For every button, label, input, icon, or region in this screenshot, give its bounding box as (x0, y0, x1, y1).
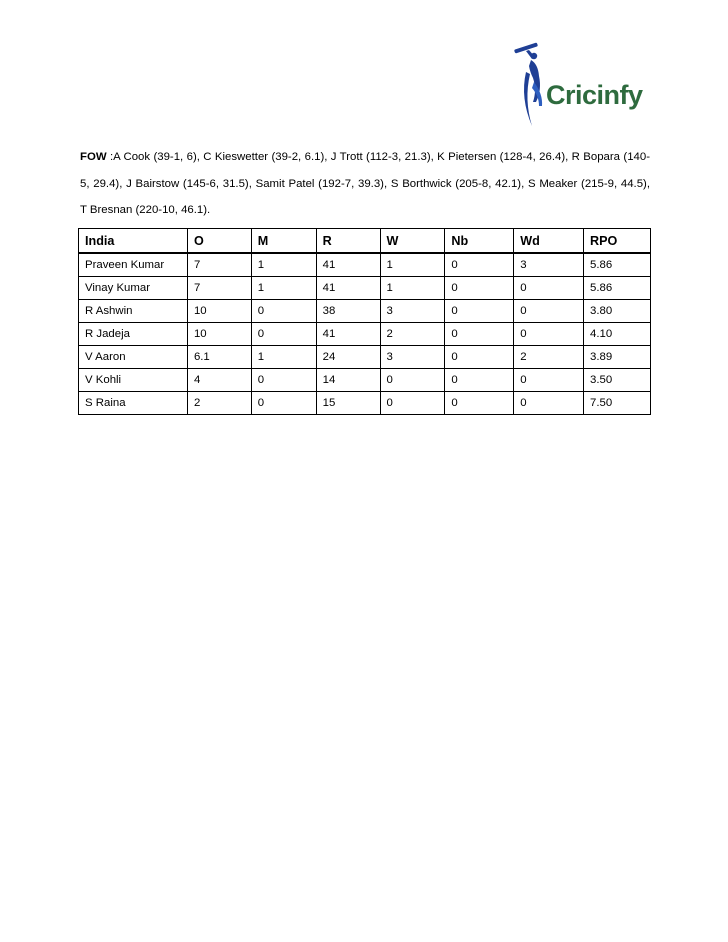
maidens-cell: 1 (251, 253, 316, 277)
runs-cell: 24 (316, 346, 380, 369)
wickets-cell: 3 (380, 300, 445, 323)
bowler-name: S Raina (79, 392, 188, 415)
wides-cell: 2 (514, 346, 584, 369)
header-runs: R (316, 229, 380, 254)
no-balls-cell: 0 (445, 300, 514, 323)
logo-text: Cricinfy (546, 80, 643, 110)
fow-label: FOW (80, 151, 107, 163)
fall-of-wickets (80, 144, 650, 224)
overs-cell: 6.1 (187, 346, 251, 369)
wides-cell: 0 (514, 323, 584, 346)
no-balls-cell: 0 (445, 323, 514, 346)
runs-cell: 41 (316, 323, 380, 346)
wides-cell: 0 (514, 277, 584, 300)
table-row (79, 346, 651, 369)
bowler-name: V Kohli (79, 369, 188, 392)
wickets-cell: 0 (380, 369, 445, 392)
header-wides: Wd (514, 229, 584, 254)
overs-cell: 2 (187, 392, 251, 415)
maidens-cell: 0 (251, 323, 316, 346)
runs-cell: 38 (316, 300, 380, 323)
header-maidens: M (251, 229, 316, 254)
rpo-cell: 3.89 (584, 346, 651, 369)
wides-cell: 0 (514, 300, 584, 323)
no-balls-cell: 0 (445, 253, 514, 277)
maidens-cell: 0 (251, 300, 316, 323)
wides-cell: 3 (514, 253, 584, 277)
runs-cell: 15 (316, 392, 380, 415)
bowler-name: Vinay Kumar (79, 277, 188, 300)
table-row (79, 392, 651, 415)
rpo-cell: 3.80 (584, 300, 651, 323)
table-row (79, 277, 651, 300)
no-balls-cell: 0 (445, 277, 514, 300)
table-header-row (79, 229, 651, 254)
no-balls-cell: 0 (445, 392, 514, 415)
wides-cell: 0 (514, 369, 584, 392)
bowler-name: V Aaron (79, 346, 188, 369)
runs-cell: 41 (316, 253, 380, 277)
bowler-name: R Ashwin (79, 300, 188, 323)
wickets-cell: 3 (380, 346, 445, 369)
overs-cell: 7 (187, 277, 251, 300)
header-rpo: RPO (584, 229, 651, 254)
maidens-cell: 0 (251, 369, 316, 392)
table-row (79, 253, 651, 277)
table-row (79, 369, 651, 392)
header-overs: O (187, 229, 251, 254)
wickets-cell: 0 (380, 392, 445, 415)
wickets-cell: 1 (380, 253, 445, 277)
bowling-table (78, 228, 651, 415)
rpo-cell: 4.10 (584, 323, 651, 346)
table-row (79, 300, 651, 323)
maidens-cell: 1 (251, 346, 316, 369)
overs-cell: 4 (187, 369, 251, 392)
rpo-cell: 7.50 (584, 392, 651, 415)
wickets-cell: 2 (380, 323, 445, 346)
rpo-cell: 5.86 (584, 253, 651, 277)
overs-cell: 10 (187, 323, 251, 346)
bowler-name: Praveen Kumar (79, 253, 188, 277)
cricinfy-logo (512, 42, 642, 128)
overs-cell: 10 (187, 300, 251, 323)
no-balls-cell: 0 (445, 369, 514, 392)
overs-cell: 7 (187, 253, 251, 277)
table-row (79, 323, 651, 346)
wides-cell: 0 (514, 392, 584, 415)
fow-text: :A Cook (39-1, 6), C Kieswetter (39-2, 6.1), J Trott (112-3, 21.3), K Pietersen (128-4, 26.4), R Bopara (140-5, 29.4), J Bairstow (145-6, 31.5), Samit Patel (192-7, 39.3), S Borthwick (205-8, 42.1), S Meaker (215-9, 44.5), T Bresnan (220-10, 46.1). (80, 151, 650, 216)
maidens-cell: 1 (251, 277, 316, 300)
rpo-cell: 3.50 (584, 369, 651, 392)
bowler-name: R Jadeja (79, 323, 188, 346)
runs-cell: 41 (316, 277, 380, 300)
rpo-cell: 5.86 (584, 277, 651, 300)
no-balls-cell: 0 (445, 346, 514, 369)
runs-cell: 14 (316, 369, 380, 392)
maidens-cell: 0 (251, 392, 316, 415)
header-wickets: W (380, 229, 445, 254)
header-no-balls: Nb (445, 229, 514, 254)
header-team: India (79, 229, 188, 254)
wickets-cell: 1 (380, 277, 445, 300)
